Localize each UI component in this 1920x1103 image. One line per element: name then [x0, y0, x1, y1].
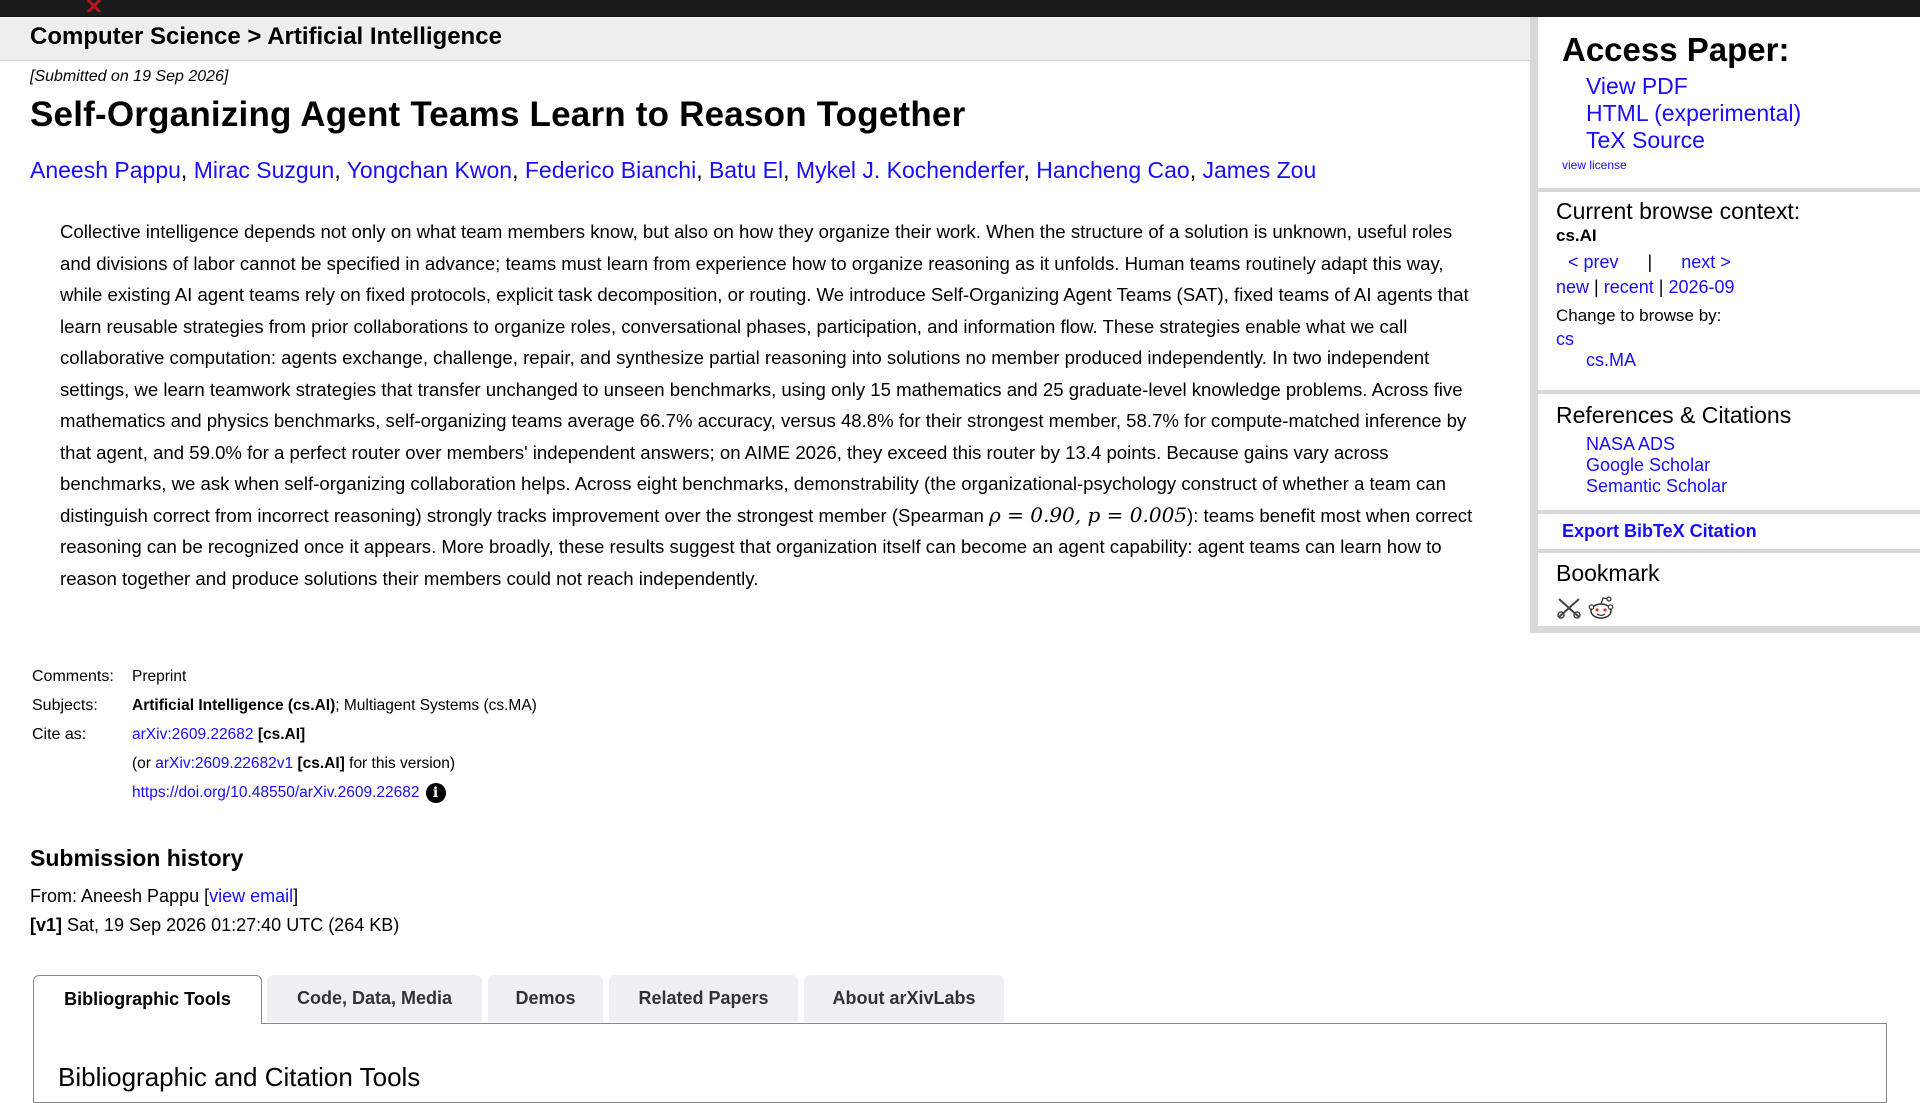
export-bibtex-link[interactable]: Export BibTeX Citation	[1562, 521, 1757, 541]
author-link[interactable]: Yongchan Kwon	[346, 157, 513, 183]
arxiv-id-link[interactable]: arXiv:2609.22682	[132, 725, 254, 743]
recent-link[interactable]: recent	[1603, 277, 1654, 297]
author-link[interactable]: Federico Bianchi	[524, 157, 697, 183]
semantic-scholar-link[interactable]: Semantic Scholar	[1586, 476, 1728, 496]
nav-separator: |	[1647, 252, 1653, 272]
abstract	[60, 216, 1480, 594]
submission-version	[30, 915, 399, 936]
abstract-text-end: ): teams benefit most when correct reasoning can be recognized once it appears. More broadly, these results suggest that organization itself can become an agent capability: agent teams can learn how to reason together and produce solutions their members could not reach independently.	[60, 504, 1473, 589]
breadcrumb-bar	[0, 17, 1530, 61]
bookmark-icons	[1556, 595, 1616, 621]
references-heading: References & Citations	[1556, 402, 1792, 428]
cite-or-prefix: (or	[132, 754, 156, 772]
version-label: [v1]	[30, 915, 63, 935]
doi-row	[132, 778, 537, 807]
html-link[interactable]: HTML (experimental)	[1586, 100, 1802, 126]
tab-related-papers[interactable]: Related Papers	[609, 975, 798, 1022]
paper-title: Self-Organizing Agent Teams Learn to Reason Together	[30, 95, 966, 134]
browse-context-box	[1538, 192, 1920, 390]
browse-context-category: cs.AI	[1556, 226, 1597, 245]
subjects-label: Subjects:	[32, 696, 98, 714]
author-link[interactable]: Mirac Suzgun	[193, 157, 335, 183]
arxiv-version-link[interactable]: arXiv:2609.22682v1	[155, 754, 294, 772]
submission-history-heading: Submission history	[30, 845, 244, 871]
author-list: Aneesh Pappu, Mirac Suzgun, Yongchan Kwon, Federico Bianchi, Batu El, Mykel J. Kochenderfer, Hancheng Cao, James Zou	[30, 157, 1317, 183]
doi-link[interactable]: https://doi.org/10.48550/arXiv.2609.22682	[132, 783, 420, 801]
next-link[interactable]: next >	[1681, 252, 1731, 272]
recent-nav	[1556, 277, 1735, 298]
references-box	[1538, 394, 1920, 510]
metadata-table	[32, 662, 537, 807]
prev-next-nav	[1568, 252, 1731, 273]
bookmark-heading: Bookmark	[1556, 560, 1660, 586]
sidebar	[1530, 17, 1920, 633]
bibsonomy-icon[interactable]	[1556, 595, 1582, 621]
from-prefix: From: Aneesh Pappu [	[30, 886, 210, 906]
access-links	[1586, 73, 1801, 154]
from-suffix: ]	[293, 886, 299, 906]
tab-about-arxivlabs[interactable]: About arXivLabs	[804, 975, 1004, 1022]
abstract-text: Collective intelligence depends not only on what team members know, but also on how they organize their work. When the structure of a solution is unknown, useful roles and divisions of labor cannot be specified in advance; teams must learn from experience how to organize reasoning as it unfolds. Human teams routinely adapt this way, while existing AI agent teams rely on fixed protocols, explicit task decomposition, or routing. We introduce Self-Organizing Agent Teams (SAT), fixed teams of AI agents that learn reusable strategies from prior collaborations to organize roles, conversational phases, participation, and information flow. These strategies enable what we call collaborative computation: agents exchange, challenge, repair, and synthesize partial reasoning into solutions no member produced independently. In two independent settings, we learn teamwork strategies that transfer unchanged to unseen benchmarks, using only 15 mathematics and 25 graduate-level knowledge problems. Across five mathematics and physics benchmarks, self-organizing teams average 66.7% accuracy, versus 48.8% for their strongest member, 58.7% for compute-matched inference by that agent, and 59.0% for a perfect router over members' independent answers; on AIME 2026, they exceed this router by 13.4 points. Because gains vary across benchmarks, we ask when self-organizing collaboration helps. Across eight benchmarks, demonstrability (the organizational-psychology construct of whether a team can distinguish correct from incorrect reasoning) strongly tracks improvement over the strongest member (Spearman	[60, 221, 1469, 526]
author-link[interactable]: Mykel J. Kochenderfer	[795, 157, 1024, 183]
browse-csma-link[interactable]: cs.MA	[1586, 350, 1637, 370]
tab-panel-heading: Bibliographic and Citation Tools	[58, 1062, 421, 1092]
cite-label: Cite as:	[32, 725, 87, 743]
subjects-value	[132, 691, 537, 720]
google-scholar-link[interactable]: Google Scholar	[1586, 455, 1711, 475]
submitted-date: [Submitted on 19 Sep 2026]	[30, 68, 229, 85]
view-license-link[interactable]: view license	[1562, 158, 1627, 172]
comments-value: Preprint	[132, 667, 187, 685]
month-link[interactable]: 2026-09	[1668, 277, 1735, 297]
author-link[interactable]: James Zou	[1202, 157, 1317, 183]
version-date: Sat, 19 Sep 2026 01:27:40 UTC (264 KB)	[62, 915, 400, 935]
references-links	[1586, 434, 1727, 497]
cite-version	[132, 749, 537, 778]
author-link[interactable]: Aneesh Pappu	[30, 157, 181, 183]
access-paper-box	[1538, 17, 1920, 188]
new-link[interactable]: new	[1556, 277, 1590, 297]
author-link[interactable]: Batu El	[708, 157, 784, 183]
tab-code-data-media[interactable]: Code, Data, Media	[267, 975, 482, 1022]
abstract-math: ρ = 0.90, p = 0.005	[989, 502, 1188, 527]
nav-separator: |	[1594, 277, 1599, 297]
prev-link[interactable]: < prev	[1568, 252, 1619, 272]
tab-panel	[33, 1023, 1887, 1103]
access-paper-heading: Access Paper:	[1562, 31, 1790, 68]
view-pdf-link[interactable]: View PDF	[1586, 73, 1688, 99]
cite-value	[132, 720, 537, 749]
browse-context-heading: Current browse context:	[1556, 198, 1801, 224]
tab-demos[interactable]: Demos	[488, 975, 603, 1022]
export-box	[1538, 514, 1920, 549]
submission-from	[30, 886, 298, 907]
nasa-ads-link[interactable]: NASA ADS	[1586, 434, 1676, 454]
tex-source-link[interactable]: TeX Source	[1586, 127, 1705, 153]
secondary-subjects: ; Multiagent Systems (cs.MA)	[335, 696, 537, 714]
arxiv-logo-icon[interactable]	[86, 0, 126, 12]
comments-label: Comments:	[32, 667, 114, 685]
cite-or-suffix: for this version)	[344, 754, 456, 772]
primary-subject: Artificial Intelligence (cs.AI)	[132, 696, 336, 714]
change-browse-label: Change to browse by:	[1556, 306, 1722, 325]
author-link[interactable]: Hancheng Cao	[1036, 157, 1190, 183]
info-icon[interactable]: i	[426, 783, 446, 803]
cite-category: [cs.AI]	[257, 725, 306, 743]
reddit-icon[interactable]	[1588, 595, 1614, 621]
browse-cs-link[interactable]: cs	[1556, 329, 1574, 349]
view-email-link[interactable]: view email	[209, 886, 294, 906]
bookmark-box	[1538, 553, 1920, 626]
cite-version-category: [cs.AI]	[297, 754, 345, 772]
top-bar	[0, 0, 1920, 17]
breadcrumb[interactable]: Computer Science > Artificial Intelligence	[30, 23, 502, 50]
tab-bibliographic-tools[interactable]: Bibliographic Tools	[33, 975, 262, 1024]
nav-separator: |	[1658, 277, 1664, 297]
